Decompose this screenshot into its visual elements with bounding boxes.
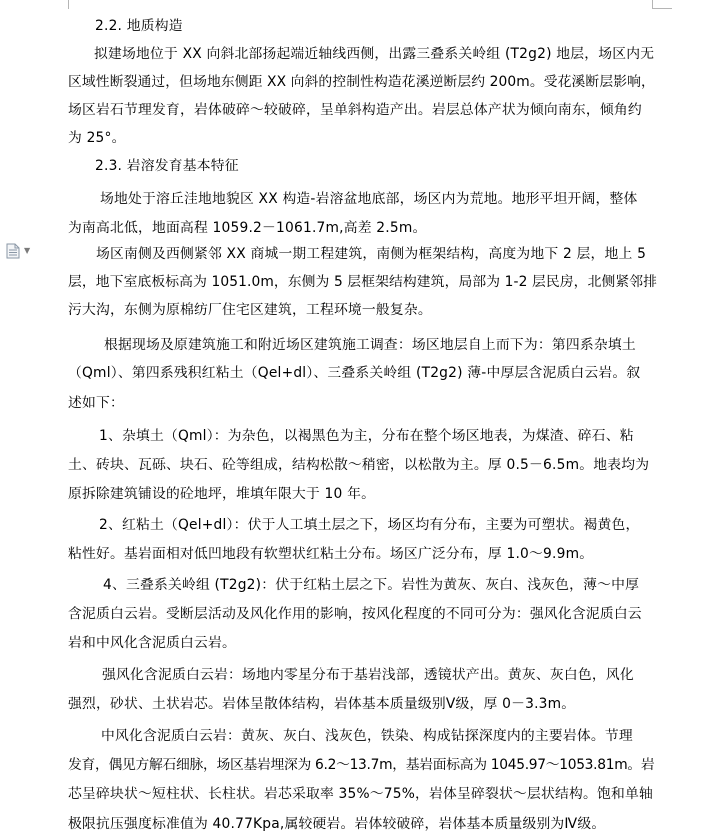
paragraph-line: 场区岩石节理发育，岩体破碎～较破碎，呈单斜构造产出。岩层总体产状为倾向南东，倾角约: [68, 102, 642, 118]
paragraph-line: 岩和中风化含泥质白云岩。: [68, 635, 236, 651]
crop-mark-top-right-horizontal: [652, 8, 672, 9]
paragraph-line: 发育，偶见方解石细脉，场区基岩埋深为 6.2～13.7m，基岩面标高为 1045.97～1053.81m。岩: [68, 757, 655, 773]
section-heading-2-3: 2.3. 岩溶发育基本特征: [95, 158, 239, 174]
paragraph-line: 芯呈碎块状～短柱状、长柱状。岩芯采取率 35%～75%，岩体呈碎裂状～层状结构。饱和单轴: [68, 786, 653, 802]
paragraph-line: 含泥质白云岩。受断层活动及风化作用的影响，按风化程度的不同可分为：强风化含泥质白云: [68, 606, 642, 622]
document-options-icon[interactable]: [6, 243, 20, 259]
paragraph-line: 极限抗压强度标准值为 40.77Kpa,属较硬岩。岩体较破碎，岩体基本质量级别为Ⅳ级。: [68, 816, 606, 832]
paragraph-line: 中风化含泥质白云岩：黄灰、灰白、浅灰色，铁染、构成钻探深度内的主要岩体。节理: [101, 728, 633, 744]
paragraph-line: 拟建场地位于 XX 向斜北部扬起端近轴线西侧，出露三叠系关岭组 (T2g2) 地层，场区内无: [94, 46, 655, 62]
paragraph-line: 场区南侧及西侧紧邻 XX 商城一期工程建筑，南侧为框架结构，高度为地下 2 层，地上 5: [96, 246, 647, 262]
paragraph-line: 原拆除建筑铺设的砼地坪，堆填年限大于 10 年。: [68, 486, 376, 502]
paragraph-line: 述如下：: [68, 395, 124, 411]
section-heading-2-2: 2.2. 地质构造: [95, 18, 183, 34]
paragraph-line: 为 25°。: [68, 130, 126, 146]
chevron-down-icon[interactable]: ▼: [24, 246, 31, 255]
paragraph-line: （Qml）、第四系残积红粘土（Qel+dl）、三叠系关岭组 (T2g2) 薄-中厚层含泥质白云岩。叙: [68, 365, 641, 381]
paragraph-line: 为南高北低，地面高程 1059.2－1061.7m,高差 2.5m。: [68, 220, 427, 236]
crop-mark-top-left: [68, 0, 69, 9]
paragraph-line: 污大沟，东侧为原棉纺厂住宅区建筑，工程环境一般复杂。: [68, 302, 432, 318]
paragraph-line: 层，地下室底板标高为 1051.0m，东侧为 5 层框架结构建筑，局部为 1-2 层民房，北侧紧邻排: [68, 274, 658, 290]
paragraph-line: 2、红粘土（Qel+dl）：伏于人工填土层之下，场区均有分布，主要为可塑状。褐黄色，: [99, 517, 640, 533]
paragraph-line: 1、杂填土（Qml）：为杂色，以褐黑色为主，分布在整个场区地表，为煤渣、碎石、粘: [99, 428, 634, 444]
paragraph-line: 强烈，砂状、土状岩芯。岩体呈散体结构，岩体基本质量级别Ⅴ级，厚 0－3.3m。: [68, 696, 576, 712]
paragraph-line: 强风化含泥质白云岩：场地内零星分布于基岩浅部，透镜状产出。黄灰、灰白色，风化: [102, 667, 634, 683]
paragraph-line: 土、砖块、瓦砾、块石、砼等组成，结构松散～稍密，以松散为主。厚 0.5－6.5m。地表均为: [68, 457, 650, 473]
paragraph-line: 粘性好。基岩面相对低凹地段有软塑状红粘土分布。场区广泛分布，厚 1.0～9.9m。: [68, 546, 594, 562]
paragraph-line: 4、三叠系关岭组 (T2g2)：伏于红粘土层之下。岩性为黄灰、灰白、浅灰色，薄～中厚: [103, 577, 640, 593]
paragraph-line: 根据现场及原建筑施工和附近场区建筑施工调查：场区地层自上而下为：第四系杂填土: [104, 337, 636, 353]
paragraph-line: 场地处于溶丘洼地地貌区 XX 构造-岩溶盆地底部，场区内为荒地。地形平坦开阔，整体: [100, 191, 638, 207]
paragraph-line: 区域性断裂通过，但场地东侧距 XX 向斜的控制性构造花溪逆断层约 200m。受花溪断层影响，: [68, 74, 655, 90]
